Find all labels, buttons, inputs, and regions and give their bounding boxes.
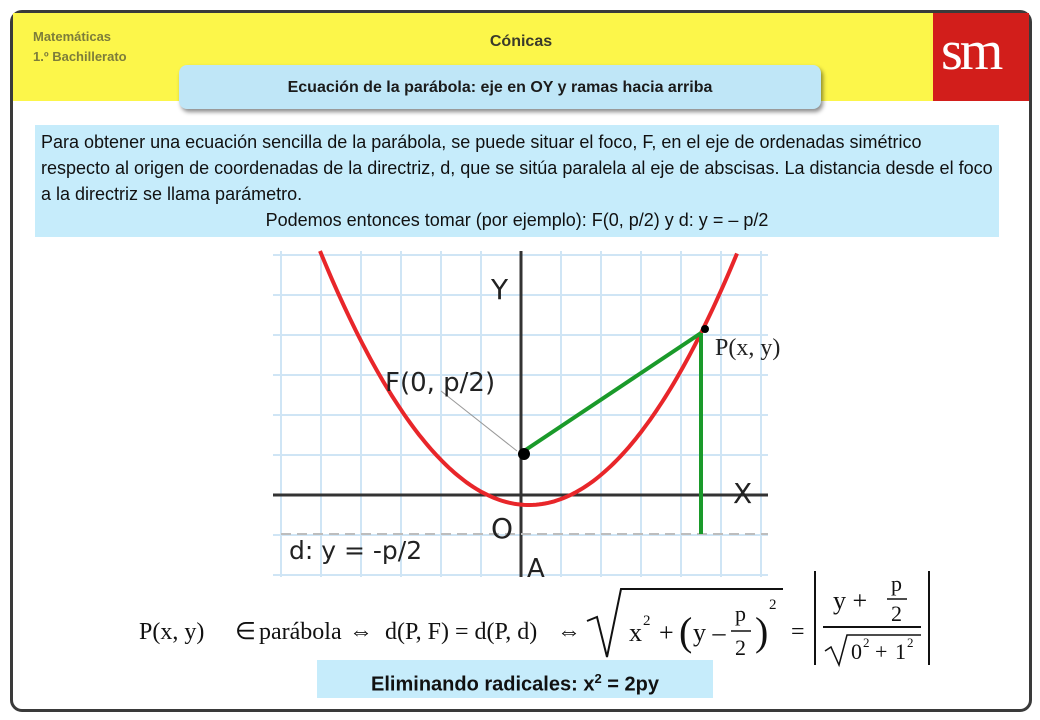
intro-box bbox=[35, 125, 999, 237]
focus-label: F(0, p/2) bbox=[385, 368, 496, 398]
formula-plus-2: + bbox=[875, 639, 888, 664]
result-box bbox=[317, 660, 713, 698]
slide-frame bbox=[10, 10, 1032, 712]
equiv-symbol-2: ⇔ bbox=[557, 619, 581, 645]
formula-x-exp: 2 bbox=[643, 613, 651, 629]
point-p bbox=[701, 325, 709, 333]
formula-y-plus: y + bbox=[833, 586, 868, 615]
frac2-den: 2 bbox=[891, 601, 902, 626]
x-axis-label: X bbox=[733, 477, 753, 510]
point-p-label: P(x, y) bbox=[715, 335, 781, 361]
intro-paragraph: Para obtener una ecuación sencilla de la parábola, se puede situar el foco, F, en el eje de ordenadas simétrico respecto al origen de coordenadas de la directriz, d, que se sitúa paralela al eje de abscisas. La distancia desde el foco a la directriz se llama parámetro. bbox=[41, 132, 993, 204]
formula-one-exp: 2 bbox=[907, 635, 914, 650]
formula-one: 1 bbox=[895, 639, 906, 664]
formula-word: parábola bbox=[259, 619, 342, 645]
parabola-diagram bbox=[273, 251, 781, 584]
focus-point bbox=[518, 448, 530, 460]
sm-logo bbox=[933, 13, 1029, 101]
formula-zero-exp: 2 bbox=[863, 635, 870, 650]
paren-close: ) bbox=[755, 609, 769, 654]
course-name: 1.º Bachillerato bbox=[33, 49, 127, 64]
distance-equality: d(P, F) = d(P, d) bbox=[385, 619, 538, 645]
paren-exp: 2 bbox=[769, 597, 777, 613]
equiv-symbol-1: ⇔ bbox=[349, 619, 373, 645]
intro-conclusion: Podemos entonces tomar (por ejemplo): F(0, p/2) y d: y = – p/2 bbox=[265, 210, 769, 230]
frac2-num: p bbox=[891, 571, 902, 596]
formula-plus-1: + bbox=[659, 618, 674, 647]
section-title: Ecuación de la parábola: eje en OY y ramas hacia arriba bbox=[287, 79, 713, 96]
origin-label: O bbox=[491, 512, 514, 545]
section-title-tab bbox=[179, 65, 821, 109]
frac1-num: p bbox=[735, 601, 746, 626]
result-text: Eliminando radicales: x bbox=[371, 673, 595, 696]
topic-title: Cónicas bbox=[489, 33, 553, 50]
directrix-label: d: y = -p/2 bbox=[289, 536, 423, 565]
y-axis-label: Y bbox=[491, 273, 509, 306]
formula-zero: 0 bbox=[851, 639, 862, 664]
subject-name: Matemáticas bbox=[33, 29, 112, 44]
formula-equals: = bbox=[791, 619, 805, 645]
formula-y-minus: y – bbox=[693, 618, 726, 647]
paren-open: ( bbox=[679, 609, 693, 654]
belongs-symbol: ∈ bbox=[235, 619, 256, 645]
frac1-den: 2 bbox=[735, 635, 746, 660]
result-exponent: 2 bbox=[594, 671, 602, 686]
result-equation: = 2py bbox=[601, 673, 659, 696]
logo-text: sm bbox=[941, 20, 1001, 82]
distance-formula bbox=[135, 561, 935, 671]
point-a-label: A bbox=[527, 554, 545, 584]
formula-lhs: P(x, y) bbox=[139, 619, 205, 645]
formula-x: x bbox=[629, 618, 642, 647]
